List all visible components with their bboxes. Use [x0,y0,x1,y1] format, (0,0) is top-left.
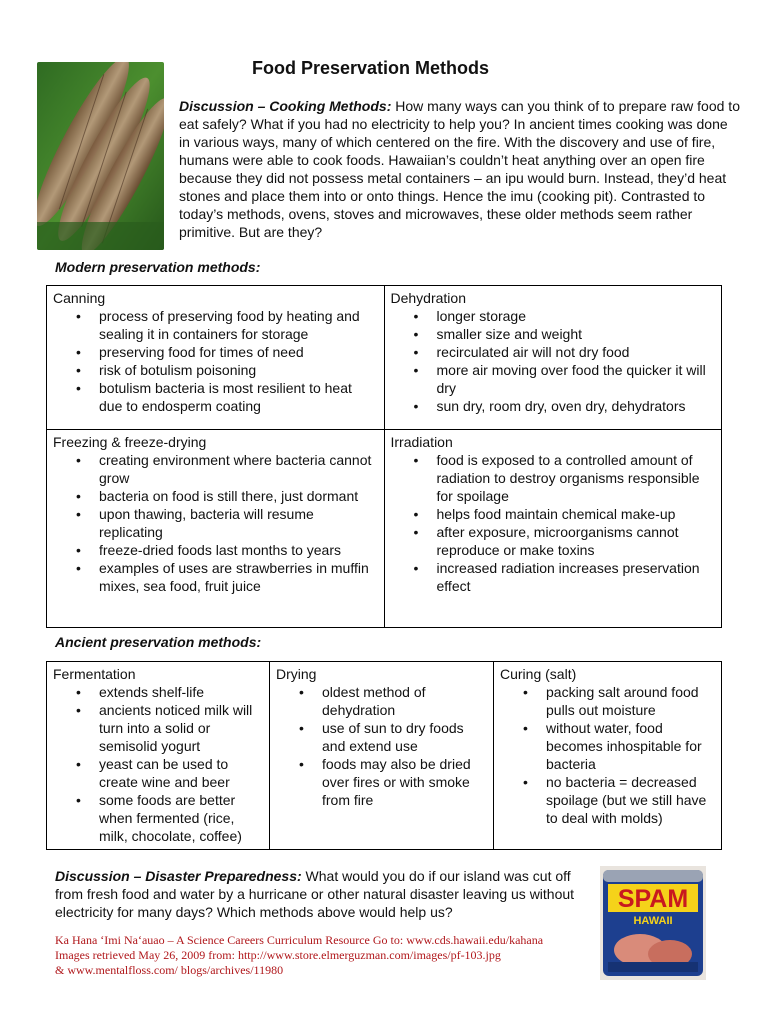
ancient-heading: Ancient preservation methods: [55,634,262,650]
irradiation-cell [384,430,722,628]
freezing-cell [47,430,385,628]
cell-title: Irradiation [390,434,453,450]
list-item: • extends shelf-life [99,683,263,701]
spam-can-photo [600,866,706,980]
cell-title: Curing (salt) [500,666,577,682]
list-item: • oldest method of dehydration [322,683,487,719]
intro-text: How many ways can you think of to prepare raw food to eat safely? What if you had no electricity to help you? In ancient times cooking was done in various ways, many of which centered on the fire. With the discovery and use of fire, humans were able to cook foods. Hawaiian’s couldn’t heat anything over an open fire because they did not possess metal containers – an ipu would burn. Instead, they’d heat stones and place them into or onto things. Hence the imu (cooking pit). Contrasted to today’s methods, ovens, stoves and microwaves, these older methods seem rather primitive. But are they? [179,98,740,240]
list-item: • bacteria on food is still there, just dormant [99,487,378,505]
list-item: • food is exposed to a controlled amount of radiation to destroy organisms responsible for spoilage [437,451,716,505]
list-item: • helps food maintain chemical make-up [437,505,716,523]
list-item: • no bacteria = decreased spoilage (but we still have to deal with molds) [546,773,715,827]
footer-line: Images retrieved May 26, 2009 from: http://www.store.elmerguzman.com/images/pf-103.jpg [55,948,501,962]
bullet-list [53,307,378,415]
modern-heading: Modern preservation methods: [55,259,261,275]
bullet-list [53,451,378,595]
list-item: • recirculated air will not dry food [437,343,716,361]
list-item: • more air moving over food the quicker it will dry [437,361,716,397]
list-item: • preserving food for times of need [99,343,378,361]
cell-title: Freezing & freeze-drying [53,434,207,450]
ancient-methods-table [46,661,722,850]
drying-cell [270,662,494,850]
list-item: • freeze-dried foods last months to years [99,541,378,559]
cell-title: Canning [53,290,106,306]
list-item: • after exposure, microorganisms cannot reproduce or make toxins [437,523,716,559]
bullet-list [276,683,487,809]
bullet-list [391,307,716,415]
disaster-text: What would you do if our island was cut off from fresh food and water by a hurricane or other natural disaster leaving us without electricity for many days? Which methods above would help us? [55,868,575,920]
page-title: Food Preservation Methods [252,58,490,78]
bullet-list [391,451,716,595]
list-item: • longer storage [437,307,716,325]
list-item: • risk of botulism poisoning [99,361,378,379]
spam-brand-text: SPAM [617,885,689,913]
canning-cell [47,286,385,430]
footer-credits [55,933,595,978]
footer-line: & www.mentalfloss.com/ blogs/archives/11980 [55,963,284,977]
dried-fish-photo [37,62,164,250]
cell-title: Fermentation [53,666,136,682]
list-item: • upon thawing, bacteria will resume replicating [99,505,378,541]
modern-methods-table [46,285,722,628]
cell-title: Drying [276,666,317,682]
list-item: • process of preserving food by heating and sealing it in containers for storage [99,307,378,343]
list-item: • creating environment where bacteria cannot grow [99,451,378,487]
spam-sub-text: HAWAII [633,915,673,927]
list-item: • increased radiation increases preservation effect [437,559,716,595]
intro-paragraph [179,97,741,241]
list-item: • yeast can be used to create wine and beer [99,755,263,791]
list-item: • botulism bacteria is most resilient to heat due to endosperm coating [99,379,378,415]
list-item: • ancients noticed milk will turn into a solid or semisolid yogurt [99,701,263,755]
cell-title: Dehydration [390,290,466,306]
list-item: • smaller size and weight [437,325,716,343]
disaster-lead: Discussion – Disaster Preparedness: [55,868,302,884]
curing-cell [494,662,722,850]
disaster-paragraph [55,867,595,921]
list-item: • foods may also be dried over fires or with smoke from fire [322,755,487,809]
fermentation-cell [47,662,270,850]
list-item: • examples of uses are strawberries in muffin mixes, sea food, fruit juice [99,559,378,595]
list-item: • packing salt around food pulls out moisture [546,683,715,719]
bullet-list [53,683,263,845]
bullet-list [500,683,715,827]
dehydration-cell [384,286,722,430]
footer-line: Ka Hana ‘Imi Na‘auao – A Science Careers Curriculum Resource Go to: www.cds.hawaii.edu/kahana [55,933,544,947]
list-item: • some foods are better when fermented (rice, milk, chocolate, coffee) [99,791,263,845]
list-item: • use of sun to dry foods and extend use [322,719,487,755]
intro-lead: Discussion – Cooking Methods: [179,98,392,114]
list-item: • without water, food becomes inhospitable for bacteria [546,719,715,773]
list-item: • sun dry, room dry, oven dry, dehydrators [437,397,716,415]
